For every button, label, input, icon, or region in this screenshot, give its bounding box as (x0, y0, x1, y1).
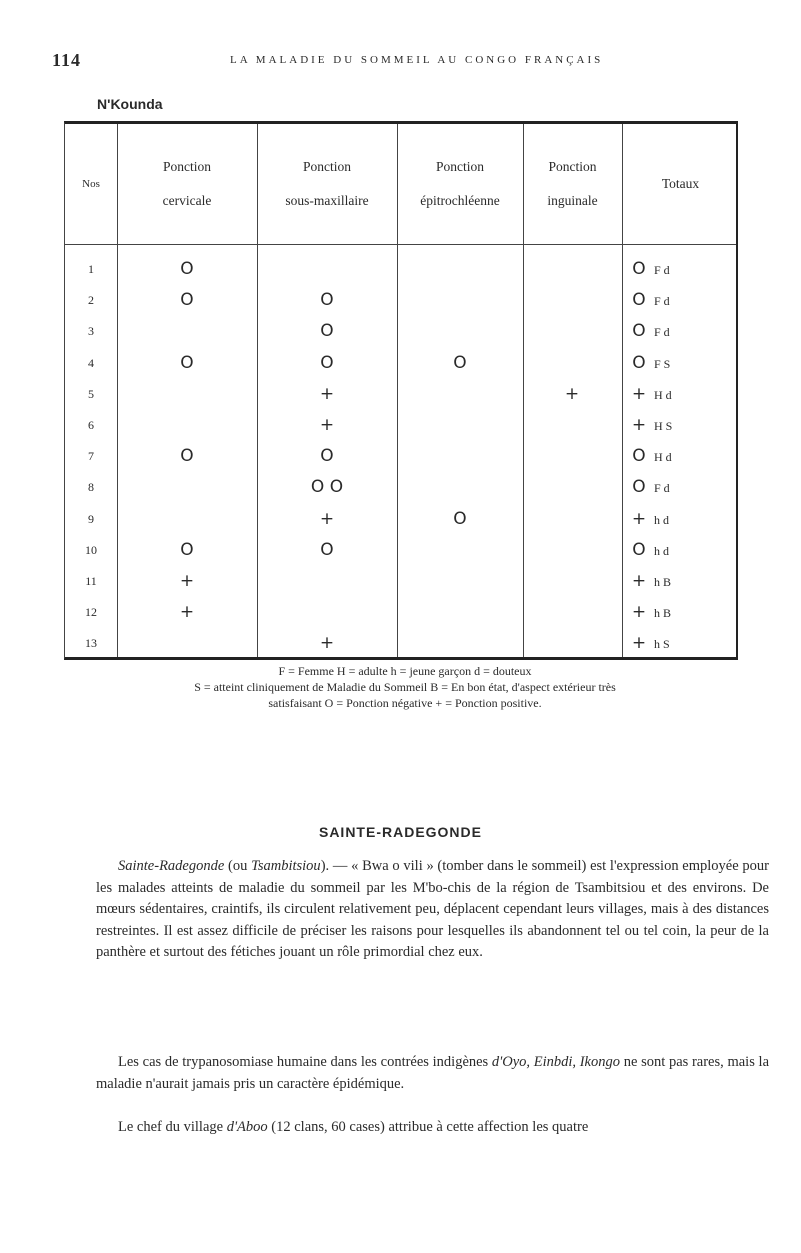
row-number: 12 (85, 605, 97, 620)
row-number: 2 (88, 293, 94, 308)
paragraph-1-open: (ou (224, 858, 252, 874)
header-nos: Nos (82, 178, 100, 190)
cell-total (630, 259, 670, 279)
header-sous-maxillaire-line1: Ponction (302, 159, 351, 174)
paragraph-3-italic: d'Aboo (226, 1119, 268, 1135)
paragraph-2-text-b: ne sont pas rares, mais la maladie n'aurait jamais pris un caractère épidémique. (96, 1054, 770, 1092)
cell-sous-maxillaire: O (320, 321, 334, 342)
paragraph-2 (96, 1052, 769, 1095)
row-number: 11 (85, 574, 97, 588)
results-table (64, 121, 738, 660)
legend-line-2: S = atteint cliniquement de Maladie du Sommeil B = En bon état, d'aspect extérieur très (194, 680, 616, 694)
total-code: F d (654, 294, 670, 309)
cell-total (630, 415, 672, 435)
cell-cervicale: + (179, 602, 195, 623)
total-result: O (632, 259, 646, 279)
row-number: 13 (85, 636, 97, 651)
cell-sous-maxillaire: O O (310, 477, 344, 498)
place-heading: N'Kounda (97, 96, 163, 112)
total-result: O (632, 290, 646, 311)
header-totaux: Totaux (661, 176, 700, 191)
legend-line-1: F = Femme H = adulte h = jeune garçon d = douteux (278, 664, 532, 678)
cell-cervicale: O (180, 446, 194, 467)
place-alt-name-italic: Tsambitsiou (251, 858, 321, 874)
total-code: F d (654, 481, 670, 496)
total-result: + (631, 633, 647, 654)
cell-cervicale: O (180, 259, 194, 279)
total-result: + (631, 508, 647, 529)
cell-total (630, 602, 671, 622)
total-code: h d (654, 512, 669, 527)
cell-total (630, 446, 672, 466)
total-code: h S (654, 637, 670, 652)
total-result: + (631, 602, 647, 623)
cell-total (630, 477, 670, 497)
header-inguinale-line2: inguinale (547, 193, 598, 208)
row-number: 3 (88, 324, 94, 339)
total-result: O (632, 352, 646, 373)
total-result: O (632, 446, 646, 467)
header-cervicale-line2: cervicale (162, 193, 212, 208)
row-number: 5 (88, 386, 94, 401)
cell-total (630, 509, 669, 529)
cell-sous-maxillaire: O (320, 352, 334, 373)
cell-sous-maxillaire: + (319, 508, 335, 529)
cell-sous-maxillaire: O (320, 539, 334, 560)
row-number: 10 (85, 542, 97, 557)
paragraph-3 (96, 1117, 769, 1139)
place-name-italic: Sainte-Radegonde (118, 858, 225, 874)
row-number: 1 (88, 262, 94, 276)
total-code: F S (654, 356, 671, 371)
cell-cervicale: + (179, 571, 195, 591)
legend-line-3: satisfaisant O = Ponction négative + = Ponction positive. (268, 696, 542, 710)
cell-sous-maxillaire: O (320, 290, 334, 311)
total-result: O (632, 539, 646, 560)
cell-total (630, 384, 672, 404)
row-number: 8 (88, 480, 94, 495)
cell-cervicale: O (180, 539, 194, 560)
cell-cervicale: O (180, 352, 194, 373)
header-cervicale (117, 124, 257, 244)
header-inguinale-line1: Ponction (548, 159, 597, 174)
row-number: 6 (88, 418, 94, 432)
cell-sous-maxillaire: + (319, 633, 335, 654)
total-code: F d (654, 325, 670, 340)
cell-sous-maxillaire: + (319, 383, 335, 404)
row-number: 9 (88, 511, 94, 526)
paragraph-1 (96, 856, 769, 964)
total-code: F d (654, 263, 670, 277)
row-number: 4 (88, 355, 94, 370)
cell-epitrochleenne: O (453, 352, 467, 373)
header-epitrochleenne-line1: Ponction (435, 159, 484, 174)
paragraph-1-text: ). — « Bwa o vili » (tomber dans le sommeil) est l'expression employée pour les malades atteints de maladie du sommeil par les M'bo-chis de la région de Tsambitsiou et des environs. De mœurs sédentaires, craintifs, ils circulent relativement peu, déplacent cependant leurs villages, mais à des distances restreintes. Il est assez difficile de préciser les raisons pour lesquelles ils abandonnent tel ou tel coin, la peur de la panthère et surtout des fétiches jouant un rôle primordial chez eux. (96, 858, 769, 960)
total-code: H S (654, 419, 673, 433)
total-code: H d (654, 387, 672, 402)
total-code: h B (654, 606, 672, 621)
cell-sous-maxillaire: + (319, 415, 335, 435)
cell-total (630, 353, 670, 373)
header-cervicale-line1: Ponction (162, 159, 211, 174)
paragraph-2-italic: d'Oyo, Einbdi, Ikongo (491, 1054, 620, 1070)
header-inguinale (523, 124, 622, 244)
cell-total (630, 540, 669, 560)
section-title: SAINTE-RADEGONDE (318, 824, 482, 840)
paragraph-3-text-b: (12 clans, 60 cases) attribue à cette affection les quatre (267, 1119, 589, 1135)
cell-total (630, 633, 670, 653)
cell-total (630, 290, 670, 310)
cell-sous-maxillaire: O (320, 446, 334, 467)
total-result: + (631, 383, 647, 404)
cell-inguinale: + (564, 383, 580, 404)
total-result: + (631, 415, 647, 435)
total-code: H d (654, 450, 672, 465)
total-code: h d (654, 543, 669, 558)
header-epitrochleenne (397, 124, 523, 244)
cell-total (630, 321, 670, 341)
cell-cervicale: O (180, 290, 194, 311)
paragraph-2-text-a: Les cas de trypanosomiase humaine dans les contrées indigènes (118, 1054, 492, 1070)
total-code: h B (654, 575, 672, 589)
page-number: 114 (52, 50, 82, 70)
running-head: LA MALADIE DU SOMMEIL AU CONGO FRANÇAIS (230, 54, 604, 66)
total-result: O (632, 477, 646, 498)
cell-total (630, 571, 671, 591)
paragraph-3-text-a: Le chef du village (118, 1119, 227, 1135)
cell-epitrochleenne: O (453, 508, 467, 529)
header-sous-maxillaire (257, 124, 397, 244)
header-epitrochleenne-line2: épitrochléenne (420, 193, 500, 208)
header-sous-maxillaire-line2: sous-maxillaire (285, 193, 369, 208)
total-result: O (632, 321, 646, 342)
total-result: + (631, 571, 647, 591)
row-number: 7 (88, 449, 94, 464)
